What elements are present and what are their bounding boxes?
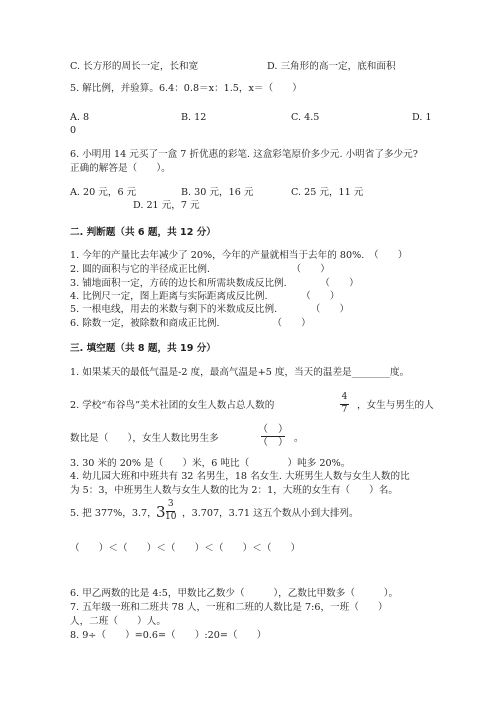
option-c: C. 长方形的周长一定，长和宽 <box>70 61 199 72</box>
judge-item: 1. 今年的产量比去年减少了 20%，今年的产量就相当于去年的 80%. （ ） <box>70 250 408 261</box>
option-d: D. 三角形的高一定，底和面积 <box>267 61 396 72</box>
fill-q2-line1: 2. 学校“布谷鸟”美术社团的女生人数占总人数的 <box>70 400 275 411</box>
q6-option-b: B. 30 元，16 元 <box>181 187 254 198</box>
judge-item: 2. 圆的面积与它的半径成正比例. （ ） <box>70 264 330 275</box>
judge-item: 3. 铺地面积一定，方砖的边长和所需块数成反比例. （ ） <box>70 278 359 289</box>
q5-option-a: A. 8 <box>70 112 90 123</box>
fill-q6: 6. 甲乙两数的比是 4:5，甲数比乙数少（ ），乙数比甲数多（ ）。 <box>70 588 399 599</box>
fill-q2-line2: 数比是（ ），女生人数比男生多 <box>70 433 219 444</box>
q5-option-b: B. 12 <box>181 112 207 123</box>
fill-q5-order-line: （ ）＜（ ）＜（ ）＜（ ）＜（ ） <box>70 543 301 554</box>
judge-item: 5. 一根电线，用去的米数与剩下的米数成反比例. （ ） <box>70 304 350 315</box>
fill-q5-line1b: ，3.707，3.71 这五个数从小到大排列。 <box>182 508 359 519</box>
fraction-4-7 <box>340 393 349 415</box>
fraction-3-10 <box>165 500 176 522</box>
fraction-denominator: 7 <box>341 405 348 415</box>
fill-q7-line1: 7. 五年级一班和二班共 78 人，一班和二班的人数比是 7:6，一班（ ） <box>70 602 388 613</box>
q5-option-d-wrap: 0 <box>70 125 77 136</box>
judge-item: 6. 除数一定，被除数和商成正比例. （ ） <box>70 318 311 329</box>
fill-q5-line1: 5. 把 377%，3.7， <box>70 508 157 519</box>
question-5-stem: 5. 解比例，并验算。6.4：0.8＝x：1.5，x＝（ ） <box>70 83 302 94</box>
fill-q2-end: 。 <box>294 433 304 444</box>
fraction-denominator: 10 <box>165 512 177 522</box>
fill-q8: 8. 9÷（ ）=0.6=（ ）:20=（ ） <box>70 630 267 641</box>
fill-q3: 3. 30 米的 20% 是（ ）米，6 吨比（ ）吨多 20%。 <box>70 458 351 469</box>
question-6-stem: 6. 小明用 14 元买了一盒 7 折优惠的彩笔. 这盒彩笔原价多少元. 小明省了多少元? <box>70 149 418 160</box>
fraction-numerator: 4 <box>341 392 348 402</box>
fill-q7-line2: 人，二班（ ）人。 <box>70 616 166 627</box>
q6-option-a: A. 20 元，6 元 <box>70 187 137 198</box>
blank-fraction-numerator: （ ） <box>258 424 288 435</box>
section-2-title: 二. 判断题（共 6 题，共 12 分） <box>70 227 216 238</box>
q6-option-c: C. 25 元，11 元 <box>291 187 364 198</box>
blank-fraction <box>258 425 288 448</box>
fraction-numerator: 3 <box>167 499 174 509</box>
question-6-stem-2: 正确的解答是（ ）。 <box>70 163 171 174</box>
q6-option-d: D. 21 元，7 元 <box>133 200 200 211</box>
mixed-number-whole: 3 <box>156 503 166 521</box>
q5-option-c: C. 4.5 <box>291 112 320 123</box>
blank-fraction-denominator: （ ） <box>258 437 288 448</box>
q5-option-d: D. 1 <box>412 112 432 123</box>
fill-q4-line1: 4. 幼儿园大班和中班共有 32 名男生，18 名女生. 大班男生人数与女生人数的比 <box>70 471 410 482</box>
fill-q4-line2: 为 5：3，中班男生人数与女生人数的比为 2：1，大班的女生有（ ）名。 <box>70 485 398 496</box>
fill-q2-line1b: ，女生与男生的人 <box>357 400 434 411</box>
fill-q1: 1. 如果某天的最低气温是-2 度，最高气温是+5 度，当天的温差是________度。 <box>70 367 410 378</box>
judge-item: 4. 比例尺一定，图上距离与实际距离成反比例. （ ） <box>70 291 340 302</box>
section-3-title: 三. 填空题（共 8 题，共 19 分） <box>70 343 216 354</box>
